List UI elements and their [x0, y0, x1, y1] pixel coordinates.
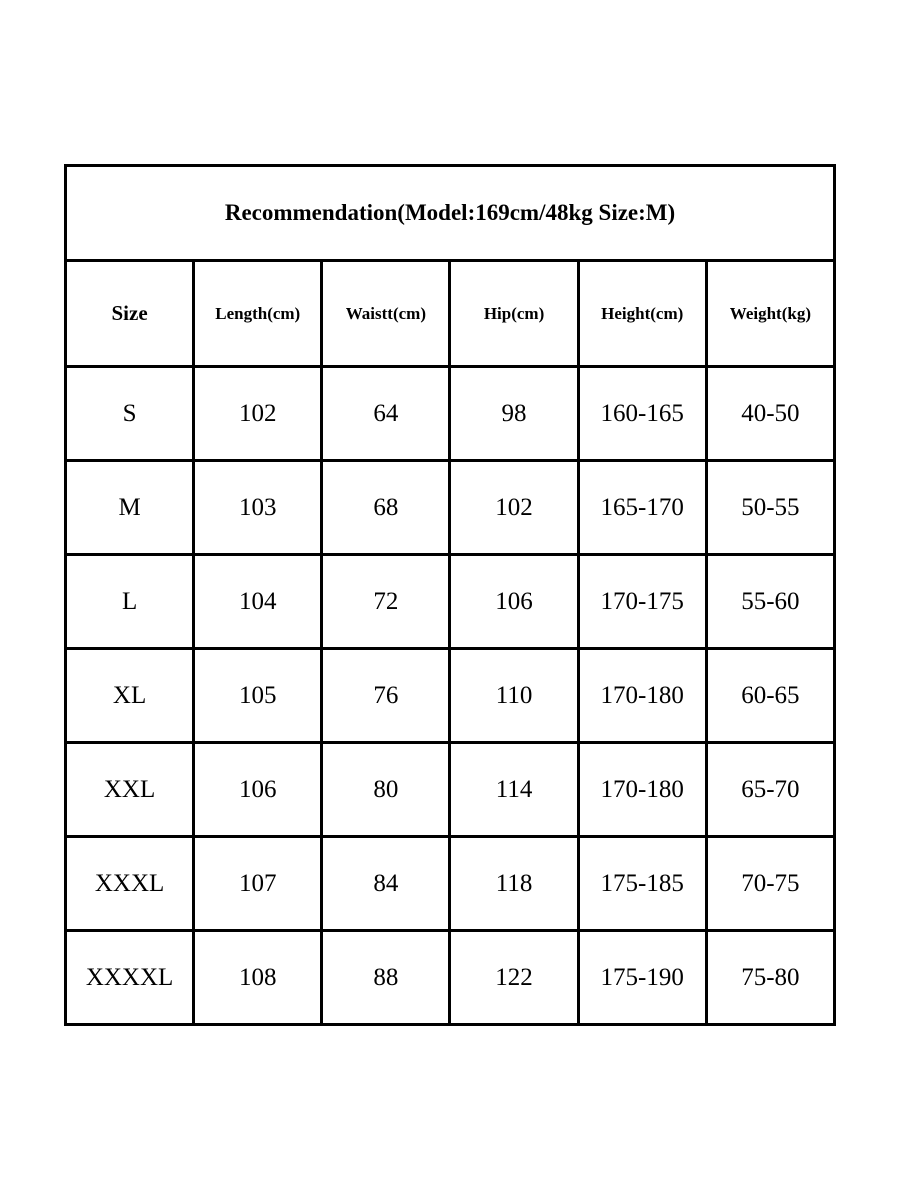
weight-cell: 70-75: [706, 837, 834, 931]
weight-cell: 55-60: [706, 555, 834, 649]
waist-cell: 68: [322, 461, 450, 555]
length-cell: 108: [194, 931, 322, 1025]
waist-cell: 84: [322, 837, 450, 931]
length-cell: 102: [194, 367, 322, 461]
weight-cell: 60-65: [706, 649, 834, 743]
length-cell: 103: [194, 461, 322, 555]
waist-cell: 76: [322, 649, 450, 743]
height-cell: 175-185: [578, 837, 706, 931]
length-cell: 105: [194, 649, 322, 743]
hip-cell: 102: [450, 461, 578, 555]
hip-cell: 110: [450, 649, 578, 743]
column-header-waist: Waistt(cm): [322, 261, 450, 367]
size-cell: XXXL: [66, 837, 194, 931]
column-header-length: Length(cm): [194, 261, 322, 367]
column-header-weight: Weight(kg): [706, 261, 834, 367]
size-cell: M: [66, 461, 194, 555]
waist-cell: 88: [322, 931, 450, 1025]
table-row: [66, 931, 835, 1025]
weight-cell: 65-70: [706, 743, 834, 837]
table-row: [66, 837, 835, 931]
table-row: [66, 743, 835, 837]
height-cell: 160-165: [578, 367, 706, 461]
column-header-size: Size: [66, 261, 194, 367]
waist-cell: 80: [322, 743, 450, 837]
size-cell: L: [66, 555, 194, 649]
waist-cell: 64: [322, 367, 450, 461]
height-cell: 170-180: [578, 649, 706, 743]
length-cell: 104: [194, 555, 322, 649]
table-row: [66, 367, 835, 461]
height-cell: 175-190: [578, 931, 706, 1025]
column-header-hip: Hip(cm): [450, 261, 578, 367]
hip-cell: 122: [450, 931, 578, 1025]
hip-cell: 114: [450, 743, 578, 837]
size-cell: XXL: [66, 743, 194, 837]
size-cell: XXXXL: [66, 931, 194, 1025]
header-row: [66, 261, 835, 367]
length-cell: 106: [194, 743, 322, 837]
table-row: [66, 649, 835, 743]
table-row: [66, 555, 835, 649]
hip-cell: 106: [450, 555, 578, 649]
weight-cell: 75-80: [706, 931, 834, 1025]
size-cell: S: [66, 367, 194, 461]
hip-cell: 118: [450, 837, 578, 931]
weight-cell: 40-50: [706, 367, 834, 461]
height-cell: 165-170: [578, 461, 706, 555]
size-chart-table: [64, 164, 836, 1026]
table-title: Recommendation(Model:169cm/48kg Size:M): [66, 166, 835, 261]
weight-cell: 50-55: [706, 461, 834, 555]
waist-cell: 72: [322, 555, 450, 649]
height-cell: 170-180: [578, 743, 706, 837]
size-cell: XL: [66, 649, 194, 743]
table-row: [66, 461, 835, 555]
length-cell: 107: [194, 837, 322, 931]
height-cell: 170-175: [578, 555, 706, 649]
hip-cell: 98: [450, 367, 578, 461]
column-header-height: Height(cm): [578, 261, 706, 367]
